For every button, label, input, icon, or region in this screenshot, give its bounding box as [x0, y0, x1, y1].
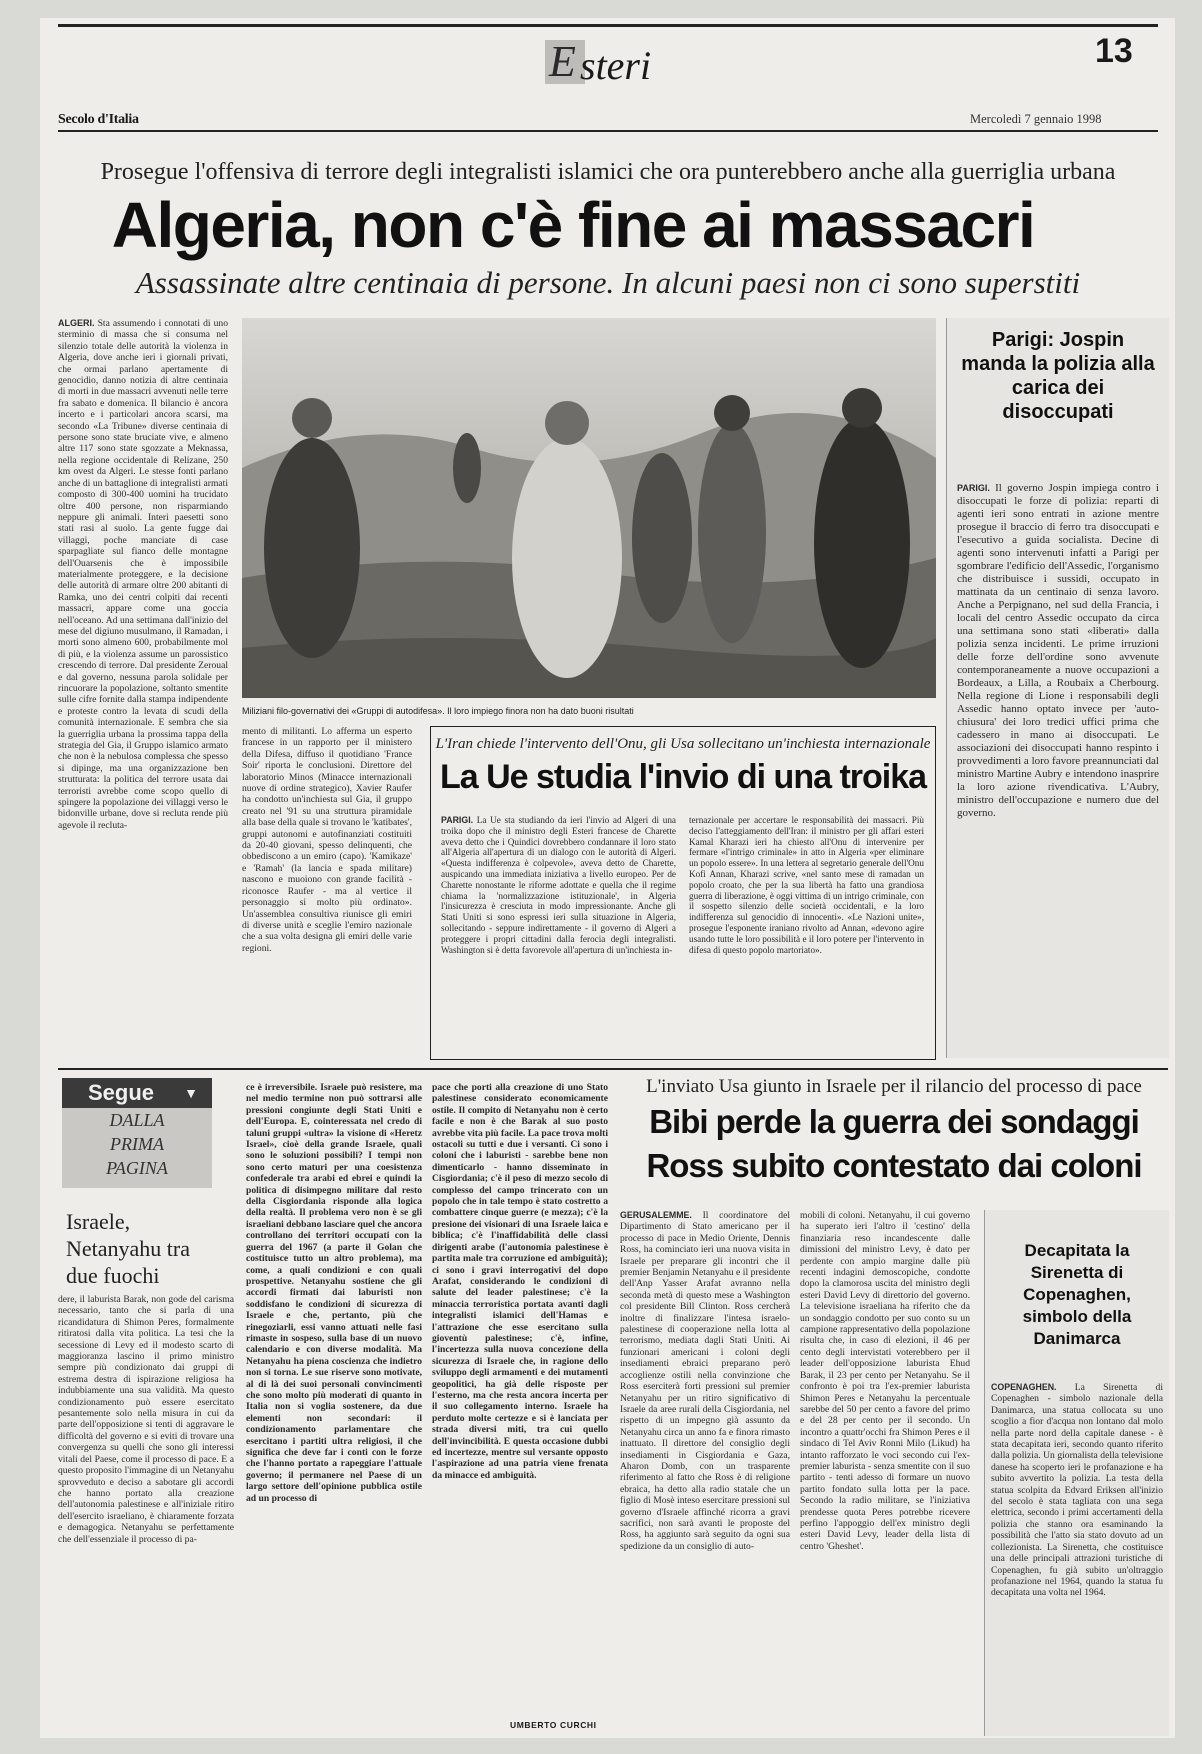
- section-name: steri: [580, 43, 652, 88]
- troika-dateline: PARIGI.: [441, 815, 474, 825]
- troika-col2-text: ternazionale per accertare le responsabilità dei massacri. Più deciso l'atteggiamento dell'Iran: il ministro per gli affari esteri Kamal Kharazi ieri ha chiesto all'Onu di intervenire per fermare «l'intrigo criminale» in atto in Algeria «per eliminare un popolo essere». In una lettera al segretario generale dell'Onu Kofi Annan, Kharazi scrive, «nel santo mese di ramadan un popolo croato, che per la sua libertà ha fatto una grandiosa guerra di liberazione, è oggi vittima di un intrigo criminale, con il sospetto silenzio delle società occidentali, e la loro indifferenza sul genocidio di innocenti». «Le Nazioni unite», prosegue l'esponente iraniano rivolto ad Annan, «devono agire usando tutte le loro possibilità e il loro potere per l'intervento in difesa di questo popolo martoriato».: [689, 815, 924, 955]
- section-divider: [58, 1068, 1168, 1070]
- lead-column-1: [58, 318, 228, 1058]
- bibi-col1-text: Il coordinatore del Dipartimento di Stato americano per il processo di pace in Medio Oriente, Dennis Ross, ha cominciato ieri una nuova visita in Israele per preparare gli incontri che il premier Benjamin Netanyahu e il presidente dell'Anp Yasser Arafat avranno nella seconda metà di questo mese a Washington col presidente Bill Clinton. Ross cercherà inoltre di finalizzare l'intesa israelo-palestinese di cooperazione nella lotta al terrorismo, mediata dagli Stati Uniti. Ai funzionari americani i coloni degli insediamenti ebraici preparano però accoglienze ostili nella convinzione che Ross eserciterà forti pressioni sul premier Netanyahu per un ritiro significativo di Israele da aree rurali della Cisgiordania, nel rispetto di un impegno già assunto da Netanyahu circa un anno fa e finora rimasto inattuato. Il direttore del consiglio degli insediamenti in Cisgiordania e Gaza, Aharon Domb, con un trasparente riferimento al fatto che Ross è di religione ebraica, ha detto alla radio statale che un figlio di Mosè inteso esercitare pressioni sul governo d'Israele affinché ricorra a gravi sacrifici, non sarà avanti le proposte del Ross, ha aggiunto sarà seguito da ogni sua spedizione da un consiglio di auto-: [620, 1210, 790, 1552]
- jospin-body-text: Il governo Jospin impiega contro i disoccupati le forze di polizia: reparti di agenti ieri sono entrati in azione mentre prosegue il braccio di ferro tra disoccupati e l'esecutivo a guida socialista. Decine di agenti sono intervenuti infatti a Parigi per sgombrare l'edificio dell'Assedic, l'organismo che distribuisce i sussidi, occupato in mattinata da un centinaio di senza lavoro. Anche a Perpignano, nel sud della Francia, i locali del centro Assedic occupato da circa una settimana sono stati «liberati» dalla polizia senza incidenti. Le prime irruzioni delle forze dell'ordine sono avvenute contemporaneamente a nuove occupazioni a Bordeaux, a Lilla, a Roubaix a Cherbourg. Nella regione di Lione i responsabili degli Assedic hanno optato invece per 'auto-chiusura' dei loro tredici uffici prima che cadessero in mano ai disoccupati. Le associazioni dei disoccupati hanno respinto i provvedimenti a loro favore preannunciati dal ministro Martine Aubry e intendono inasprire la loro azione rivendicativa. L'Aubry, ministro dell'occupazione e numero due del governo.: [957, 482, 1159, 819]
- from-line-1: DALLA: [109, 1110, 165, 1130]
- newspaper-page: [40, 18, 1175, 1738]
- jospin-article: [946, 318, 1169, 1058]
- bibi-headline-1: Bibi perde la guerra dei sondaggi: [649, 1103, 1139, 1140]
- segue-col3-text: pace che porti alla creazione di uno Stato palestinese considerato economicamente ostile. Il compito di Netanyahu non è certo facile e non è che Barak al suo posto avrebbe vita più facile. La pace trova molti ostacoli su tutti e due i versanti. Ci sono i coloni che i laburisti - sarebbe bene non dimenticarlo - hanno disseminato in Cisgiordania; c'è il peso di mezzo secolo di complesso del campo trincerato con un popolo che in tale tempo è stato costretto a combattere cinque guerre (e mezza); c'è la presione dei visionari di una Israele laica e biblica; c'è l'inaffidabilità delle classi dirigenti arabe (l'autonomia palestinese è partita male tra corruzione ed ambiguità); ci sono i gravi interrogativi del dopo Arafat, considerando le condizioni di salute del leader palestinese; c'è la minaccia terroristica portata avanti dagli integralisti islamici dell'Hamas e l'attrazione che esse esercitano sulla gioventù palestinese; c'è, infine, l'incertezza sulla nuova concezione della sicurezza di Israele che, in ragione dello sviluppo degli armamenti e dei mutamenti geopolitici, ha già delle risposte per l'esterno, ma che resta ancora incerta per il suo collegamento interno. Israele ha perduto molte certezze e si è lanciata per strada diversi miti, tra cui quello dell'invincibilità. E questa occasione dubbi ed incertezze, mentre sul versante opposto l'aspirazione ad una patria viene frenata da minacce ed ambiguità.: [432, 1082, 608, 1481]
- photo-caption: Miliziani filo-governativi dei «Gruppi di autodifesa». Il loro impiego finora non ha dato buoni risultati: [242, 706, 634, 716]
- bibi-column-1: [620, 1210, 790, 1736]
- troika-column-2: [689, 815, 924, 1051]
- segue-col1-text: dere, il laburista Barak, non gode del carisma necessario, tanto che si parla di una ricandidatura di Shimon Peres, formalmente ritiratosi dalla vita politica. La tesi che la secessione di Levy ed il modesto scarto di maggioranza lascino il primo ministro sempre più condizionato dai gruppi di estrema destra di ispirazione religiosa ha indubbiamente una sua validità. Ma questo condizionamento può essere esercitato pesantemente solo nella misura in cui da parte dell'opposizione si tenti di aggravare le difficoltà del governo e si eviti di trovare una convergenza su quelli che sono gli interessi vitali del Paese, come il processo di pace. E a questo proposito l'immagine di un Netanyahu sprovveduto e deciso a sabotare gli accordi che hanno portato alla creazione dell'autonomia palestinese e all'iniziale ritiro dell'esercito israeliano, è chiaramente forzata e demagogica. Netanyahu se perfettamente che dell'essenziale il processo di pa-: [58, 1294, 234, 1545]
- photo-image: [242, 318, 936, 698]
- sirenetta-article: [984, 1210, 1169, 1736]
- segue-badge: [62, 1078, 212, 1108]
- jospin-body: [957, 482, 1159, 1052]
- troika-headline: La Ue studia l'invio di una troika: [439, 758, 927, 796]
- jospin-dateline: PARIGI.: [957, 483, 990, 493]
- from-line-2: PRIMA: [110, 1134, 164, 1154]
- sirenetta-dateline: COPENAGHEN.: [991, 1382, 1057, 1392]
- from-front-page: [62, 1108, 212, 1188]
- segue-author: UMBERTO CURCHI: [510, 1720, 597, 1730]
- segue-column-2: [246, 1082, 422, 1734]
- sirenetta-headline: Decapitata la Sirenetta di Copenaghen, simbolo della Danimarca: [1022, 1241, 1132, 1348]
- sirenetta-body: [991, 1382, 1163, 1730]
- troika-column-1: [441, 815, 676, 1051]
- section-initial: E: [549, 37, 576, 86]
- lead-column-2: [242, 726, 412, 1058]
- bibi-col2-text: mobili di coloni. Netanyahu, il cui governo ha superato ieri l'altro il 'cestino' della finanziaria reso incandescente dalle dimissioni del ministro Levy, è dato per perdente con ampio margine dalle più recenti indagini demoscopiche, condotte dopo la clamorosa uscita del ministro degli esteri David Levy di direttorio del governo. La televisione israeliana ha riferito che da un sondaggio condotto per suo conto su un campione rappresentativo della popolazione risulta che, in caso di elezioni, il 46 per cento degli intervistati voterebbero per il leader dell'opposizione laburista Ehud Barak, il 23 per cento per Netanyahu. Se il confronto è poi tra l'ex-premier laburista Shimon Peres e Netanyahu la percentuale sarebbe del 50 per cento a favore del primo e del 28 per cento per il secondo. Un incontro a quattr'occhi fra Shimon Peres e il sindaco di Tel Aviv Ronni Milo (Likud) ha intanto rafforzato le voci secondo cui l'ex-premier laburista - senza smentite con il suo partito - tenti adesso di formare un nuovo partito fondato sulla lotta per la pace. Secondo la radio militare, se l'iniziativa prendesse quota Peres potrebbe ricevere perfino l'appoggio dell'ex ministro degli esteri David Levy, leader della lista di centro 'Gheshet'.: [800, 1210, 970, 1552]
- lead-col1-text: Sta assumendo i connotati di uno sterminio di massa che si consuma nel silenzio totale delle autorità la violenza in Algeria, dove anche ieri i giornali privati, che ormai parlano apertamente di genocidio, danno notizia di altre centinaia di morti in due massacri avvenuti nelle terre fra sabato e domenica. Il bilancio è ancora incerto e i particolari ancora scarsi, ma secondo «La Tribune» diverse centinaia di persone sono state bruciate vive, e almeno altre 117 sono state sgozzate a Meknassa, nella regione occidentale di Relizane, 250 km ovest da Algeri. Le stesse fonti parlano anche di un battaglione di integralisti armati composto di 300-400 uomini ha trucidato oltre 400 persone, non risparmiando neppure gli animali. Interi paesetti sono stati rasi al suolo. La gente fugge dai villaggi, poche manciate di case sparpagliate sul fianco delle montagne dell'Ouarsenis che è impossibile materialmente proteggere, e la decisione delle autorità di armare oltre 200 abitanti di Ramka, uno dei centri colpiti dai recenti massacri, appare come una goccia nell'oceano. Ad una settimana dall'inizio del mese del digiuno musulmano, il Ramadan, i morti sono almeno 600, probabilmente mol di più, e la violenza assume un parossistico crescendo di terrore. Dal presidente Zeroual e dal governo, nessuna parola solidale per rincuorare la popolazione, soltanto smentite sulle cifre fornite dalla stampa indipendente e proteste contro la levata di scudi della comunità internazionale. E sembra che sia la guerriglia urbana la prossima tappa della strategia del Gia, il Gruppo islamico armato che non è la nebulosa complessa che spesso si dipinge, ma una organizzazione ben strutturata: la politica del terrore usata dai terroristi avrebbe come scopo quello di spingere la popolazione dei villaggi verso le bidonville urbane, dove si recluta rende più agevole il recluta-: [58, 318, 228, 831]
- segue-title: Israele, Netanyahu tra due fuochi: [66, 1209, 190, 1288]
- top-rule: [58, 24, 1158, 27]
- troika-col1-text: La Ue sta studiando da ieri l'invio ad Algeri di una troika dopo che il ministro degli Esteri francese de Charette aveva detto che i Quindici dovrebbero condannare il loro stato all'Algeria all'apertura di un dialogo con le autorità di Algeri. «Questa indifferenza è colpevole», aveva detto de Charette, auspicando una immediata iniziativa a livello europeo. Per de Charette nonostante le riforme adottate e quella che il regime chiama la 'normalizzazione istituzionale', in Algeria l'insicurezza è cresciuta in modo impressionante. Anche gli Stati Uniti si sono espressi ieri sulla situazione in Algeria, sollecitando - seppure indirettamente - il governo di Algeri a proteggere i propri cittadini dalla ferocia degli integralisti. Washington si è detta favorevole all'apertura di un'inchiesta in-: [441, 815, 676, 955]
- bibi-headline-2: Ross subito contestato dai coloni: [646, 1147, 1142, 1184]
- jospin-headline: Parigi: Jospin manda la polizia alla carica dei disoccupati: [961, 329, 1155, 423]
- page-number: 13: [1095, 32, 1133, 70]
- segue-col2-text: ce è irreversibile. Israele può resistere, ma nel medio termine non può sottrarsi alle pressioni congiunte degli Stati Uniti e dell'Europa. E, cointeressata nel credo di taluni gruppi «ultra» la visione di «Heretz Israel», cioè della grande Israele, quali sono le soluzioni possibili? I tempi non sono certo maturi per una coesistenza confederale tra arabi ed ebrei e quindi la politica di disimpegno militare dal resto della Cisgiordania risponde alla logica della realtà. Il problema vero non è se gli israeliani debbano lasciare quel che ancora controllano dei territori occupati con la guerra del 1967 (a parte il Golan che costituisce tutto un altro problema), ma come, a quali condizioni e con quali prospettive. Netanyahu sostiene che gli accordi firmati dai laburisti non soddisfano le condizioni di sicurezza di Israele e che, pertanto, più che rinegoziarli, essi vanno attuati nelle fasi rimaste in sospeso, sulla base di un nuovo calendario e con diverse modalità. Ma Netanyahu ha piena coscienza che indietro non si torna. Le sue riserve sono motivate, al di là dei suoi personali convincimenti che sono molto più moderati di quanto in Italia non si voglia sostenere, da due elementi non secondari: il condizionamento parlamentare che esercitano i partiti ultra religiosi, il che significa che deve far i conti con le forze che l'hanno portato a rapeggiare l'attuale governo; il permanere nel Paese di un largo settore dell'opinione pubblica ostile ad un processo di: [246, 1082, 422, 1504]
- paper-name: Secolo d'Italia: [58, 112, 139, 127]
- lead-kicker: Prosegue l'offensiva di terrore degli integralisti islamici che ora punterebbero anche alla guerriglia urbana: [100, 159, 1116, 185]
- lead-headline: Algeria, non c'è fine ai massacri: [111, 189, 1035, 261]
- segue-column-3: [432, 1082, 608, 1718]
- from-line-3: PAGINA: [106, 1158, 168, 1178]
- lead-subhead: Assassinate altre centinaia di persone. In alcuni paesi non ci sono superstiti: [135, 265, 1081, 300]
- section-initial-box: [545, 37, 585, 86]
- segue-label: Segue: [88, 1080, 155, 1105]
- masthead-rule: [58, 130, 1158, 132]
- troika-kicker: L'Iran chiede l'intervento dell'Onu, gli Usa sollecitano un'inchiesta internazionale: [435, 736, 931, 752]
- militia-photo: [242, 318, 936, 698]
- segue-column-1: [58, 1294, 234, 1734]
- bibi-column-2: [800, 1210, 970, 1736]
- lead-dateline: ALGERI.: [58, 318, 95, 328]
- bibi-kicker: L'inviato Usa giunto in Israele per il rilancio del processo di pace: [646, 1076, 1142, 1097]
- lead-col2-text: mento di militanti. Lo afferma un esperto francese in un rapporto per il ministero della Difesa, diffuso il quotidiano 'France Soir' riporta le conclusioni. Direttore del laboratorio Minos (Minacce internazionali nuove di ordine strategico), Xavier Raufer ha condotto un'inchiesta sul Gia, il gruppo creato nel '91 su una struttura piramidale alla base della quale si trovano le 'katibates', gruppi autonomi e autofinanziati costituiti da 20-40 giovani, spesso delinquenti, che obbediscono a un emiro (capo). 'Kamikaze' e 'Ramah' (la lancia e spada militare) nascono e muoiono con grande facilità - riconosce Raufer - ma al vertice il personaggio si molto più ordinato». Un'assemblea consultiva riunisce gli emiri di diverse unità e sceglie l'emiro nazionale che a sua volta designa gli emiri delle varie regioni.: [242, 726, 412, 954]
- sirenetta-body-text: La Sirenetta di Copenaghen - simbolo nazionale della Danimarca, una statua collocata su uno scoglio a fior d'acqua non lontano dal molo nella parte nord della capitale danese - è stata decapitata ieri, secondo quanto riferito dalla polizia. Un giornalista della televisione danese ha scoperto ieri le profanazione e ha subito avvertito la polizia. La testa della statua scolpita da Edvard Eriksen all'inizio del secolo è stata tagliata con una sega elettrica, secondo i primi accertamenti della polizia che stanno ora esaminando la possibilità che l'atto sia stato dovuto ad un collezionista. La Sirenetta, che costituisce una delle principali attrazioni turistiche di Copenaghen, fu già subito un'oltraggio profanazione nel 1964, quando la statua fu decapitata una volta nel 1964.: [991, 1382, 1163, 1599]
- troika-article: [430, 726, 936, 1060]
- chevron-down-icon: ▼: [184, 1085, 198, 1101]
- bibi-dateline: GERUSALEMME.: [620, 1210, 692, 1220]
- issue-date: Mercoledì 7 gennaio 1998: [970, 112, 1102, 126]
